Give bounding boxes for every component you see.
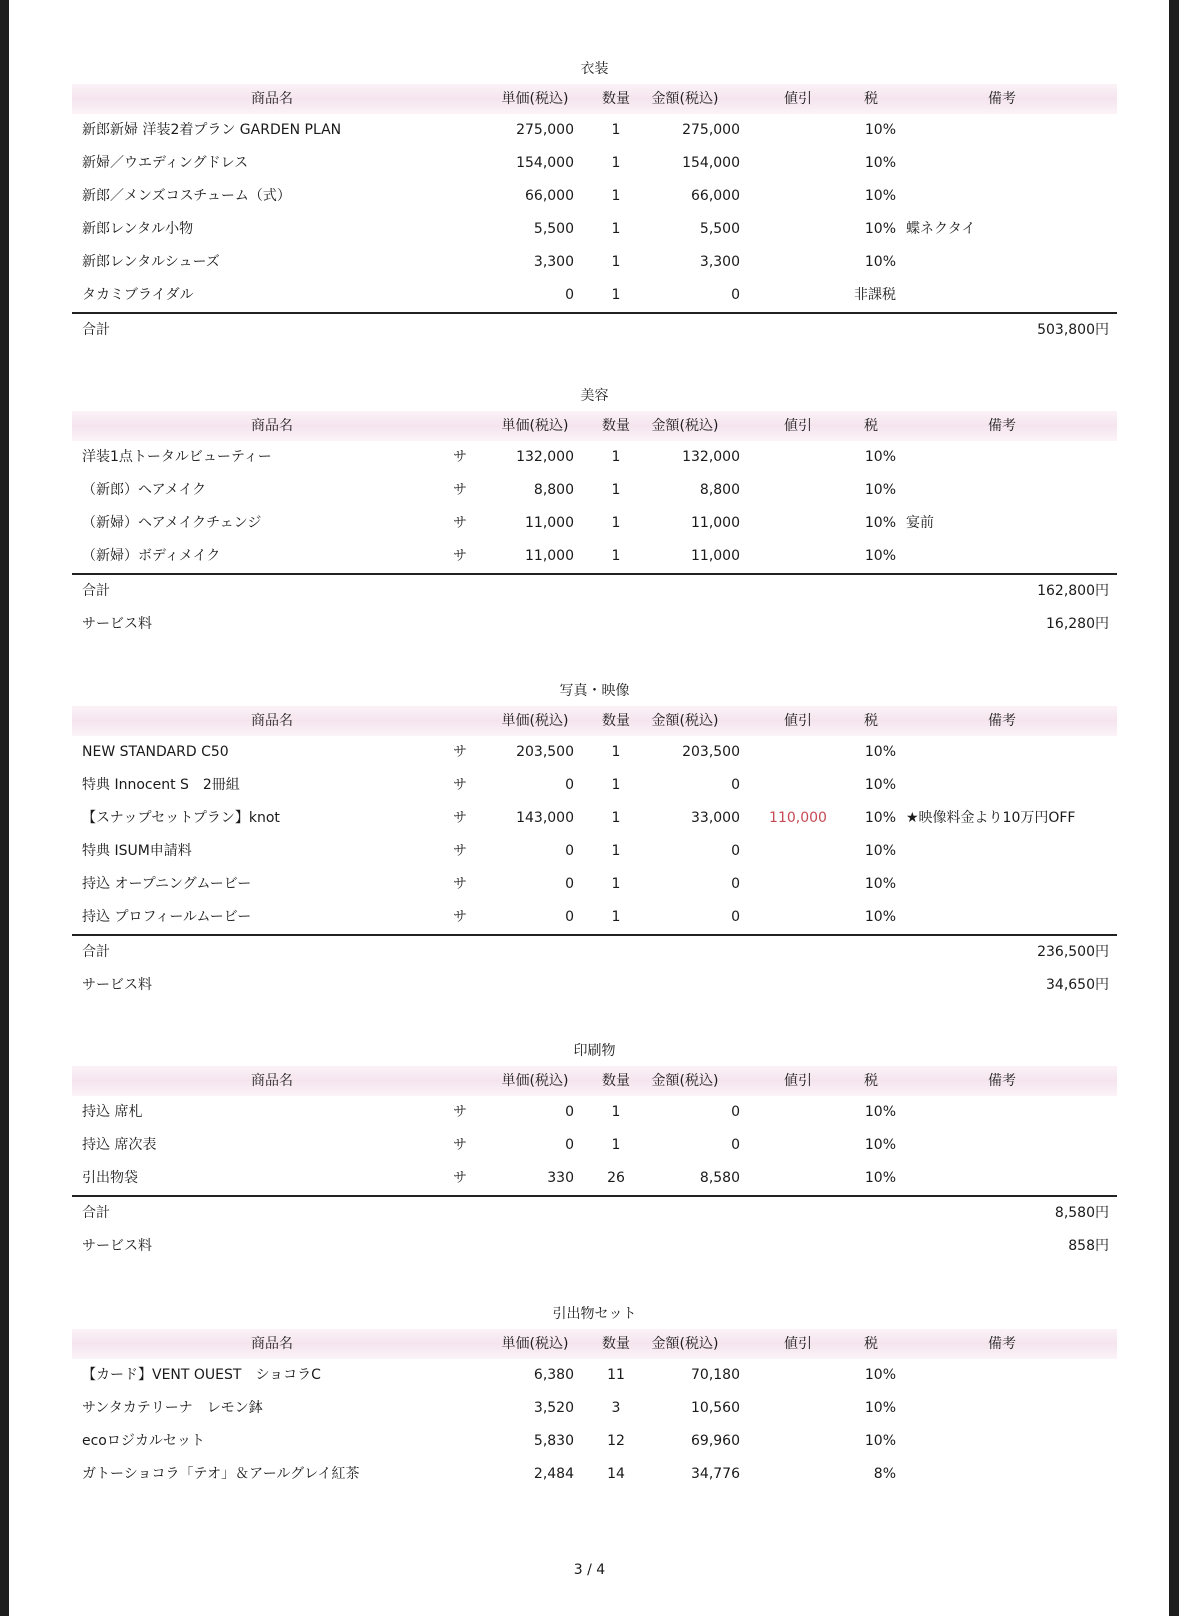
unit-price: 0 — [565, 843, 574, 859]
amount: 132,000 — [682, 449, 740, 465]
quantity: 1 — [611, 287, 621, 303]
total-row — [72, 314, 1117, 347]
quantity: 1 — [611, 810, 621, 826]
amount: 33,000 — [691, 810, 740, 826]
total-value: 8,580円 — [1054, 1205, 1109, 1221]
unit-price: 66,000 — [525, 188, 574, 204]
column-header-price: 単価(税込) — [501, 91, 569, 107]
column-header-price: 単価(税込) — [501, 1073, 569, 1089]
amount: 0 — [731, 909, 740, 925]
service-mark: サ — [453, 515, 467, 531]
service-mark: サ — [453, 843, 467, 859]
column-header-tax: 税 — [864, 713, 878, 729]
column-header-note: 備考 — [988, 91, 1016, 107]
table-header — [72, 411, 1117, 441]
column-header-name: 商品名 — [251, 713, 293, 729]
service-mark: サ — [453, 909, 467, 925]
service-mark: サ — [453, 810, 467, 826]
section-title: 写真・映像 — [559, 683, 630, 699]
column-header-amount: 金額(税込) — [651, 418, 719, 434]
amount: 69,960 — [691, 1433, 740, 1449]
tax-rate: 10% — [864, 1433, 896, 1449]
amount: 3,300 — [699, 254, 740, 270]
total-label: 合計 — [82, 944, 110, 960]
unit-price: 0 — [565, 1104, 574, 1120]
item-name: （新婦）ボディメイク — [82, 548, 221, 564]
amount: 66,000 — [691, 188, 740, 204]
tax-rate: 10% — [864, 482, 896, 498]
column-header-price: 単価(税込) — [501, 418, 569, 434]
quantity: 14 — [607, 1466, 625, 1482]
unit-price: 5,500 — [533, 221, 574, 237]
tax-rate: 10% — [864, 122, 896, 138]
total-value: 162,800円 — [1037, 583, 1109, 599]
column-header-name: 商品名 — [251, 1336, 293, 1352]
item-name: 特典 Innocent S 2冊組 — [82, 777, 240, 793]
unit-price: 203,500 — [516, 744, 574, 760]
amount: 275,000 — [682, 122, 740, 138]
item-name: 引出物袋 — [82, 1170, 138, 1186]
tax-rate: 10% — [864, 909, 896, 925]
service-charge-row — [72, 969, 1117, 1002]
service-mark: サ — [453, 1104, 467, 1120]
service-charge-value: 16,280円 — [1046, 616, 1109, 632]
table-row — [72, 1458, 1117, 1491]
table-row — [72, 736, 1117, 769]
item-name: サンタカテリーナ レモン鉢 — [82, 1400, 263, 1416]
tax-rate: 10% — [864, 155, 896, 171]
table-header — [72, 84, 1117, 114]
amount: 0 — [731, 287, 740, 303]
tax-rate: 10% — [864, 254, 896, 270]
table-row — [72, 835, 1117, 868]
table-row — [72, 213, 1117, 246]
table-row — [72, 441, 1117, 474]
unit-price: 275,000 — [516, 122, 574, 138]
table-row — [72, 901, 1117, 934]
right-edge — [1169, 0, 1179, 1616]
item-name: 【カード】VENT OUEST ショコラC — [82, 1367, 321, 1383]
item-name: 持込 席札 — [82, 1104, 143, 1120]
column-header-discount: 値引 — [784, 1336, 812, 1352]
quantity: 1 — [611, 122, 621, 138]
item-name: 新郎レンタル小物 — [82, 221, 194, 237]
table-row — [72, 1425, 1117, 1458]
tax-rate: 10% — [864, 1400, 896, 1416]
service-mark: サ — [453, 1137, 467, 1153]
section — [72, 58, 1117, 347]
item-name: 新郎新婦 洋装2着プラン GARDEN PLAN — [82, 122, 342, 138]
unit-price: 0 — [565, 777, 574, 793]
service-mark: サ — [453, 744, 467, 760]
total-row — [72, 1197, 1117, 1230]
item-name: 新婦／ウエディングドレス — [82, 155, 249, 171]
column-header-note: 備考 — [988, 1073, 1016, 1089]
quantity: 1 — [611, 515, 621, 531]
item-name: タカミブライダル — [82, 287, 194, 303]
column-header-note: 備考 — [988, 418, 1016, 434]
column-header-qty: 数量 — [602, 1073, 630, 1089]
table-row — [72, 180, 1117, 213]
amount: 203,500 — [682, 744, 740, 760]
tax-rate: 10% — [864, 1170, 896, 1186]
section-title: 衣装 — [580, 61, 609, 77]
tax-rate: 10% — [864, 1367, 896, 1383]
service-charge-label: サービス料 — [82, 977, 152, 993]
tax-rate: 10% — [864, 843, 896, 859]
unit-price: 11,000 — [525, 548, 574, 564]
unit-price: 2,484 — [533, 1466, 574, 1482]
amount: 11,000 — [691, 548, 740, 564]
service-mark: サ — [453, 777, 467, 793]
unit-price: 0 — [565, 287, 574, 303]
column-header-discount: 値引 — [784, 1073, 812, 1089]
total-value: 503,800円 — [1037, 322, 1109, 338]
table-row — [72, 868, 1117, 901]
page-number: 3 / 4 — [573, 1562, 606, 1578]
service-charge-value: 34,650円 — [1046, 977, 1109, 993]
unit-price: 8,800 — [533, 482, 574, 498]
column-header-qty: 数量 — [602, 91, 630, 107]
amount: 70,180 — [691, 1367, 740, 1383]
unit-price: 11,000 — [525, 515, 574, 531]
column-header-tax: 税 — [864, 91, 878, 107]
amount: 11,000 — [691, 515, 740, 531]
unit-price: 0 — [565, 876, 574, 892]
service-mark: サ — [453, 1170, 467, 1186]
section — [72, 1303, 1117, 1491]
column-header-tax: 税 — [864, 418, 878, 434]
service-mark: サ — [453, 449, 467, 465]
tax-rate: 10% — [864, 810, 896, 826]
section-title: 引出物セット — [552, 1306, 637, 1322]
service-mark: サ — [453, 482, 467, 498]
service-charge-label: サービス料 — [82, 1238, 152, 1254]
unit-price: 3,520 — [533, 1400, 574, 1416]
table-header — [72, 706, 1117, 736]
column-header-discount: 値引 — [784, 91, 812, 107]
section — [72, 385, 1117, 641]
item-name: 持込 プロフィールムービー — [82, 909, 252, 925]
column-header-amount: 金額(税込) — [651, 91, 719, 107]
item-name: 【スナップセットプラン】knot — [82, 810, 280, 826]
quantity: 1 — [611, 876, 621, 892]
column-header-name: 商品名 — [251, 91, 293, 107]
column-header-note: 備考 — [988, 1336, 1016, 1352]
amount: 0 — [731, 876, 740, 892]
column-header-amount: 金額(税込) — [651, 1073, 719, 1089]
quantity: 1 — [611, 744, 621, 760]
tax-rate: 8% — [873, 1466, 896, 1482]
column-header-name: 商品名 — [251, 1073, 293, 1089]
total-label: 合計 — [82, 1205, 110, 1221]
tax-rate: 10% — [864, 449, 896, 465]
column-header-price: 単価(税込) — [501, 713, 569, 729]
quantity: 1 — [611, 909, 621, 925]
amount: 5,500 — [699, 221, 740, 237]
note: 宴前 — [906, 515, 934, 531]
quantity: 1 — [611, 1137, 621, 1153]
unit-price: 132,000 — [516, 449, 574, 465]
item-name: 新郎レンタルシューズ — [82, 254, 220, 270]
item-name: 持込 オープニングムービー — [82, 876, 252, 892]
tax-rate: 10% — [864, 876, 896, 892]
table-row — [72, 147, 1117, 180]
amount: 34,776 — [691, 1466, 740, 1482]
quantity: 26 — [607, 1170, 625, 1186]
table-row — [72, 769, 1117, 802]
column-header-discount: 値引 — [784, 713, 812, 729]
amount: 8,800 — [699, 482, 740, 498]
table-row — [72, 1129, 1117, 1162]
service-charge-row — [72, 1230, 1117, 1263]
quantity: 1 — [611, 155, 621, 171]
item-name: ecoロジカルセット — [82, 1433, 205, 1449]
column-header-qty: 数量 — [602, 713, 630, 729]
item-name: 洋装1点トータルビューティー — [82, 449, 272, 465]
column-header-discount: 値引 — [784, 418, 812, 434]
service-charge-row — [72, 608, 1117, 641]
item-name: ガトーショコラ「テオ」＆アールグレイ紅茶 — [82, 1466, 360, 1482]
table-row — [72, 1392, 1117, 1425]
amount: 10,560 — [691, 1400, 740, 1416]
tax-rate: 10% — [864, 188, 896, 204]
amount: 8,580 — [699, 1170, 740, 1186]
item-name: （新郎）ヘアメイク — [82, 482, 207, 498]
tax-rate: 10% — [864, 744, 896, 760]
amount: 154,000 — [682, 155, 740, 171]
unit-price: 0 — [565, 909, 574, 925]
column-header-note: 備考 — [988, 713, 1016, 729]
service-charge-value: 858円 — [1068, 1238, 1109, 1254]
column-header-amount: 金額(税込) — [651, 1336, 719, 1352]
quantity: 1 — [611, 188, 621, 204]
table-row — [72, 474, 1117, 507]
discount: 110,000 — [769, 810, 827, 826]
quantity: 1 — [611, 449, 621, 465]
tax-rate: 非課税 — [854, 287, 896, 303]
quantity: 12 — [607, 1433, 625, 1449]
item-name: 新郎／メンズコスチューム（式） — [82, 188, 291, 204]
unit-price: 6,380 — [533, 1367, 574, 1383]
service-mark: サ — [453, 876, 467, 892]
table-row — [72, 1162, 1117, 1195]
total-label: 合計 — [82, 322, 110, 338]
amount: 0 — [731, 777, 740, 793]
column-header-qty: 数量 — [602, 418, 630, 434]
table-row — [72, 540, 1117, 573]
column-header-tax: 税 — [864, 1073, 878, 1089]
quantity: 1 — [611, 254, 621, 270]
quantity: 1 — [611, 548, 621, 564]
item-name: 特典 ISUM申請料 — [82, 843, 192, 859]
item-name: NEW STANDARD C50 — [82, 744, 229, 760]
quantity: 1 — [611, 482, 621, 498]
table-header — [72, 1329, 1117, 1359]
quantity: 3 — [611, 1400, 621, 1416]
column-header-tax: 税 — [864, 1336, 878, 1352]
unit-price: 154,000 — [516, 155, 574, 171]
column-header-price: 単価(税込) — [501, 1336, 569, 1352]
table-header — [72, 1066, 1117, 1096]
column-header-name: 商品名 — [251, 418, 293, 434]
unit-price: 5,830 — [533, 1433, 574, 1449]
quantity: 1 — [611, 221, 621, 237]
table-row — [72, 1359, 1117, 1392]
amount: 0 — [731, 1137, 740, 1153]
table-row — [72, 507, 1117, 540]
total-label: 合計 — [82, 583, 110, 599]
table-row — [72, 279, 1117, 312]
quantity: 11 — [607, 1367, 625, 1383]
table-row — [72, 246, 1117, 279]
column-header-qty: 数量 — [602, 1336, 630, 1352]
quantity: 1 — [611, 1104, 621, 1120]
amount: 0 — [731, 843, 740, 859]
table-row — [72, 802, 1117, 835]
service-mark: サ — [453, 548, 467, 564]
unit-price: 0 — [565, 1137, 574, 1153]
tax-rate: 10% — [864, 1104, 896, 1120]
tax-rate: 10% — [864, 1137, 896, 1153]
quantity: 1 — [611, 843, 621, 859]
section-title: 印刷物 — [573, 1043, 616, 1059]
item-name: 持込 席次表 — [82, 1137, 157, 1153]
note: 蝶ネクタイ — [906, 221, 976, 237]
unit-price: 330 — [547, 1170, 574, 1186]
section — [72, 680, 1117, 1002]
tax-rate: 10% — [864, 221, 896, 237]
unit-price: 3,300 — [533, 254, 574, 270]
left-edge — [0, 0, 9, 1616]
section — [72, 1040, 1117, 1263]
service-charge-label: サービス料 — [82, 616, 152, 632]
table-row — [72, 114, 1117, 147]
tax-rate: 10% — [864, 777, 896, 793]
amount: 0 — [731, 1104, 740, 1120]
tax-rate: 10% — [864, 548, 896, 564]
note: ★映像料金より10万円OFF — [906, 810, 1076, 826]
unit-price: 143,000 — [516, 810, 574, 826]
total-row — [72, 575, 1117, 608]
total-row — [72, 936, 1117, 969]
quantity: 1 — [611, 777, 621, 793]
total-value: 236,500円 — [1037, 944, 1109, 960]
table-row — [72, 1096, 1117, 1129]
item-name: （新婦）ヘアメイクチェンジ — [82, 515, 262, 531]
column-header-amount: 金額(税込) — [651, 713, 719, 729]
section-title: 美容 — [580, 388, 609, 404]
tax-rate: 10% — [864, 515, 896, 531]
